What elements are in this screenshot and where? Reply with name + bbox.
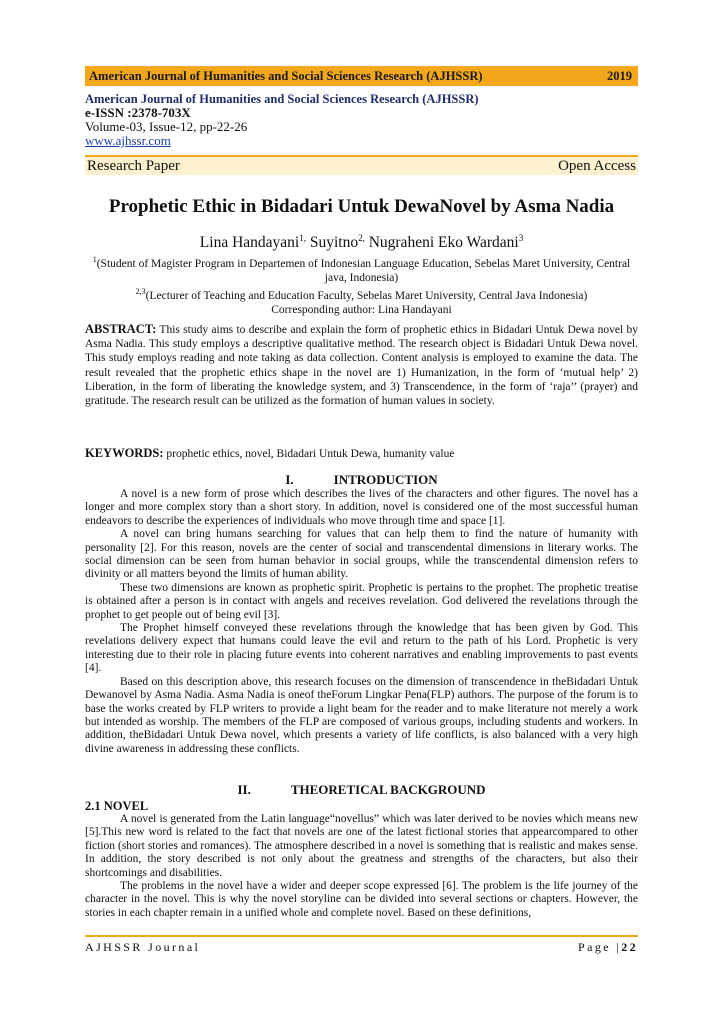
journal-volume: Volume-03, Issue-12, pp-22-26: [85, 119, 248, 134]
affiliations: [85, 253, 638, 317]
journal-info: [85, 92, 479, 148]
section-number: I.: [285, 472, 294, 487]
affiliation-1: $^1$(Student of Magister Program in Departemen of Indonesian Language Education, Sebelas Maret University, Central java, Indonesia): [92, 255, 631, 284]
section-title: INTRODUCTION: [333, 472, 438, 487]
footer-page: Page |22: [578, 940, 638, 954]
corresponding-author: Corresponding author: Lina Handayani: [271, 303, 452, 316]
paper-title: Prophetic Ethic in Bidadari Untuk DewaNovel by Asma Nadia: [108, 196, 615, 217]
page-number: 22: [621, 940, 638, 954]
paragraph: A novel can bring humans searching for values that can help them to find the nature of humanity with personality [2]. For this reason, novels are the center of social and transcendental dimensions in literary works. The social dimension can be seen from human behavior in social groups, while the transcendental dimension refers to divinity or all matters beyond the limits of human ability.: [85, 528, 638, 581]
abstract-label: ABSTRACT:: [85, 322, 157, 336]
journal-name: American Journal of Humanities and Social Sciences Research (AJHSSR): [85, 92, 479, 106]
paragraph: A novel is generated from the Latin language“novellus” which was later derived to be novies which means new [5].This new word is related to the fact that novels are one of the latest fictional stories that appearcompared to other fiction (short stories and romances). The atmosphere described in a novel is something that is realistic and makes sense. In addition, the story described is not only about the greatness and strengths of the characters, but also their shortcomings and disabilities.: [85, 813, 638, 879]
paragraph: These two dimensions are known as prophetic spirit. Prophetic is pertains to the prophet. The prophetic treatise is obtained after a person is in contact with angels and receives revelation. God delivered the revelations through the prophet to get people out of being evil [3].: [85, 581, 638, 621]
section-heading-introduction: [85, 472, 638, 488]
theoretical-body: [85, 813, 638, 920]
keywords: [85, 446, 638, 461]
paragraph: The problems in the novel have a wider and deeper scope expressed [6]. The problem is the life journey of the character in the novel. This is why the novel storyline can be divided into several sections or chapters. However, the stories in each chapter remain in a unified whole and complete novel. Based on these definitions,: [85, 880, 638, 919]
journal-header-band: [85, 66, 638, 86]
section-heading-theoretical-background: [85, 782, 638, 798]
author-sup: 2,: [358, 233, 365, 243]
paper-type: Research Paper: [87, 157, 180, 174]
subsection-heading-novel: 2.1 NOVEL: [85, 799, 149, 813]
footer-journal: AJHSSR Journal: [85, 940, 201, 954]
open-access-label: Open Access: [558, 157, 636, 174]
section-number: II.: [237, 782, 251, 797]
journal-url-link[interactable]: www.ajhssr.com: [85, 133, 171, 148]
author-name: Lina Handayani: [199, 234, 300, 252]
keywords-text: prophetic ethics, novel, Bidadari Untuk Dewa, humanity value: [163, 448, 455, 460]
abstract-text: This study aims to describe and explain the form of prophetic ethics in Bidadari Untuk Dewa novel by Asma Nadia. This study employs a descriptive qualitative method. The research object is Bidadari Untuk Dewa novel. This study employs reading and note taking as data collection. Content analysis is employed to examine the data. The result revealed that the prophetic ethics shape in the novel are 1) Humanization, in the form of ‘mutual help’ 2) Liberation, in the form of liberating the knowledge system, and 3) Transcendence, in the form of ‘raja’’ (prayer) and gratitude. The research result can be utilized as the formation of human values in society.: [85, 324, 638, 408]
band-journal-title: American Journal of Humanities and Social Sciences Research (AJHSSR): [89, 68, 483, 83]
paragraph: Based on this description above, this research focuses on the dimension of transcendence in theBidadari Untuk Dewanovel by Asma Nadia. Asma Nadia is oneof theForum Lingkar Pena(FLP) authors. The purpose of the forum is to base the works created by FLP writers to provide a light beam for the reader and to make literature not merely a work but intended as worship. The members of the FLP are composed of various groups, including students and workers. In addition, theBidadari Untuk Dewa novel, which presents a variety of life conflicts, is also balanced with a very high divine awareness in addressing these conflicts.: [85, 675, 638, 755]
paragraph: The Prophet himself conveyed these revelations through the knowledge that has been given by God. This revelations delivery expect that humans could leave the evil and return to the path of his Lord. Prophetic is very interesting due to their role in placing future events into coherent narratives and enabling improvements to past events [4].: [85, 622, 638, 675]
section-title: THEORETICAL BACKGROUND: [290, 782, 486, 797]
affiliation-2: $^{2,3}$(Lecturer of Teaching and Education Faculty, Sebelas Maret University, Central Java Indonesia): [135, 286, 588, 302]
author-sup: 3: [518, 233, 524, 243]
author-list: [85, 233, 638, 252]
abstract: [85, 322, 638, 408]
page-footer: [85, 940, 638, 955]
footer-rule: [85, 935, 638, 937]
author-sup: 1,: [299, 233, 306, 243]
paragraph: A novel is a new form of prose which describes the lives of the characters and other figures. The novel has a longer and more complex story than a short story. In addition, novel is considered one of the most successful human endeavors to describe the experiences of individuals who move through time and space [1].: [85, 488, 638, 527]
band-year: 2019: [607, 68, 632, 83]
paper-type-row: [85, 155, 638, 175]
journal-issn: e-ISSN :2378-703X: [85, 105, 191, 120]
introduction-body: [85, 488, 638, 756]
keywords-label: KEYWORDS:: [85, 446, 164, 460]
author-name: Suyitno: [305, 234, 359, 252]
author-name: Nugraheni Eko Wardani: [364, 234, 519, 252]
